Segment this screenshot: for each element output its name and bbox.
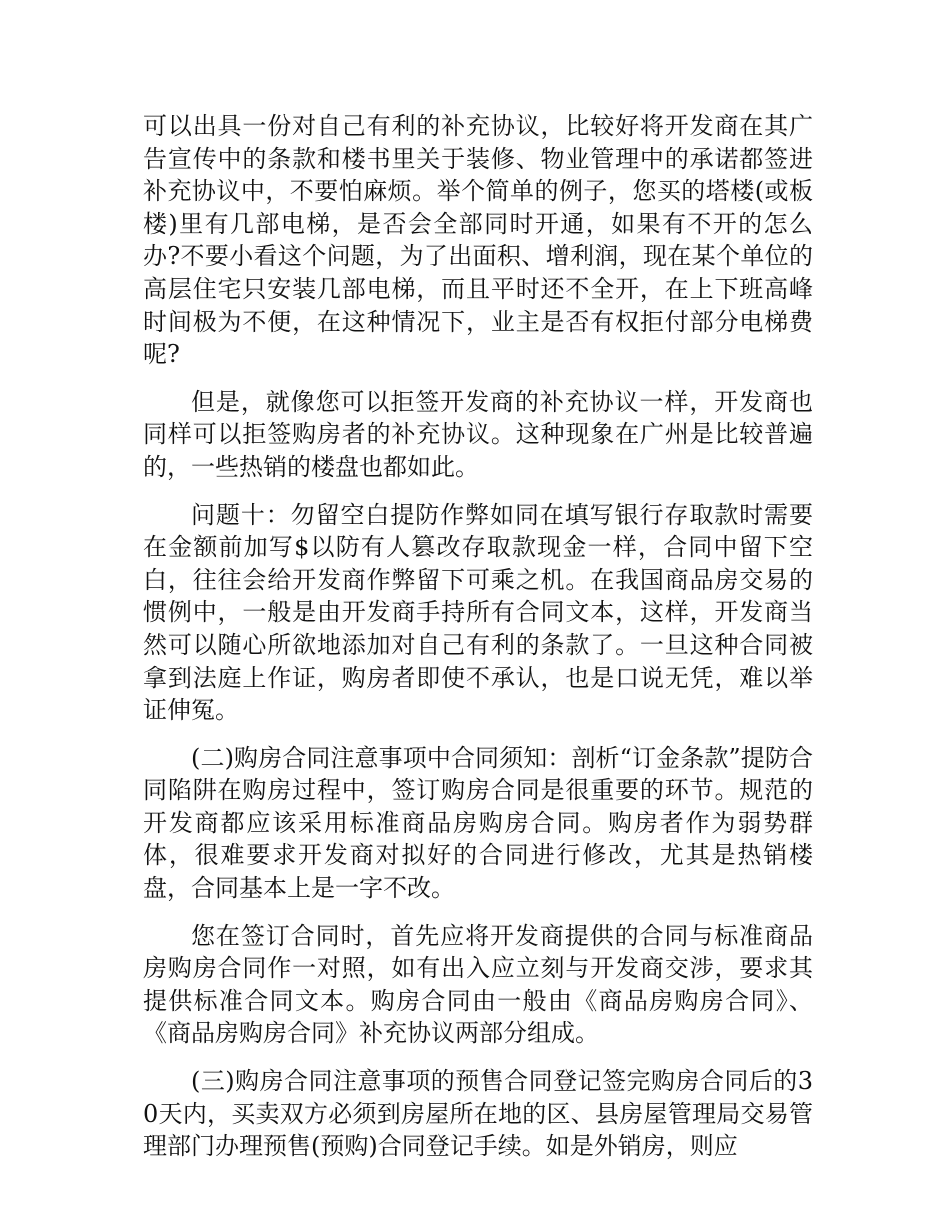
document-body — [143, 110, 813, 1178]
paragraph-contract-notice: (二)购房合同注意事项中合同须知：剖析“订金条款”提防合同陷阱在购房过程中，签订购房合同是很重要的环节。规范的开发商都应该采用标准商品房购房合同。购房者作为弱势群体，很难要求开发商对拟好的合同进行修改，尤其是热销楼盘，合同基本上是一字不改。 — [143, 743, 813, 903]
paragraph-developer-refusal: 但是，就像您可以拒签开发商的补充协议一样，开发商也同样可以拒签购房者的补充协议。这种现象在广州是比较普遍的，一些热销的楼盘也都如此。 — [143, 387, 813, 481]
paragraph-presale-registration: (三)购房合同注意事项的预售合同登记签完购房合同后的30天内，买卖双方必须到房屋所在地的区、县房屋管理局交易管理部门办理预售(预购)合同登记手续。如是外销房，则应 — [143, 1067, 813, 1161]
paragraph-question-ten: 问题十：勿留空白提防作弊如同在填写银行存取款时需要在金额前加写$以防有人篡改存取款现金一样，合同中留下空白，往往会给开发商作弊留下可乘之机。在我国商品房交易的惯例中，一般是由开发商手持所有合同文本，这样，开发商当然可以随心所欲地添加对自己有利的条款了。一旦这种合同被拿到法庭上作证，购房者即使不承认，也是口说无凭，难以举证伸冤。 — [143, 500, 813, 725]
paragraph-contract-comparison: 您在签订合同时，首先应将开发商提供的合同与标准商品房购房合同作一对照，如有出入应立刻与开发商交涉，要求其提供标准合同文本。购房合同由一般由《商品房购房合同》、《商品房购房合同》补充协议两部分组成。 — [143, 921, 813, 1048]
paragraph-supplementary-agreement: 可以出具一份对自己有利的补充协议，比较好将开发商在其广告宣传中的条款和楼书里关于装修、物业管理中的承诺都签进补充协议中，不要怕麻烦。举个简单的例子，您买的塔楼(或板楼)里有几部电梯，是否会全部同时开通，如果有不开的怎么办?不要小看这个问题，为了出面积、增利润，现在某个单位的高层住宅只安装几部电梯，而且平时还不全开，在上下班高峰时间极为不便，在这种情况下，业主是否有权拒付部分电梯费呢? — [143, 112, 813, 369]
